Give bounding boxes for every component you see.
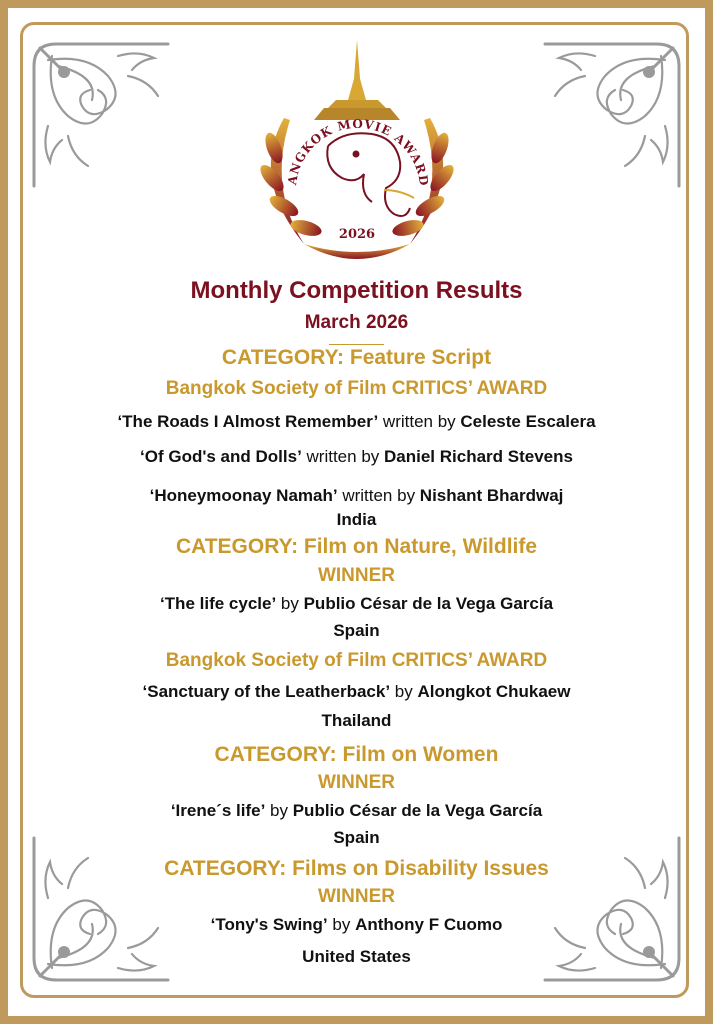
entry-joiner: by [327,915,356,934]
category-heading: CATEGORY: Films on Disability Issues [164,857,549,880]
entry-country: Spain [333,621,380,640]
entry-author: Nishant Bhardwaj [419,486,564,505]
award-heading: Bangkok Society of Film CRITICS’ AWARD [165,650,548,671]
flourish-ornament-icon [28,36,178,196]
entry-line [0,594,713,614]
entry-line [0,486,713,506]
entry-joiner: by [390,682,418,701]
entry-author: Alongkot Chukaew [417,682,571,701]
entry-author: Publio César de la Vega García [292,801,543,820]
entry-title: ‘The Roads I Almost Remember’ [117,412,379,431]
logo-arc-word: ANGKOK [285,123,335,186]
divider [329,344,384,345]
award-heading: WINNER [317,772,396,793]
logo-arc-word: MOVIE [336,116,395,139]
entry-author: Publio César de la Vega García [303,594,554,613]
entry-line [0,801,713,821]
logo-year: 2026 [338,227,376,242]
crown-spire-icon [314,40,400,120]
entry-country: India [336,510,377,529]
flourish-ornament-icon [535,36,685,196]
entry-title: ‘Sanctuary of the Leatherback’ [142,682,391,701]
award-heading: WINNER [317,886,396,907]
entry-joiner: by [265,801,293,820]
entry-joiner: by [276,594,304,613]
entry-title: ‘Of God's and Dolls’ [140,447,302,466]
award-heading: WINNER [317,565,396,586]
bangkok-movie-awards-logo [244,38,470,270]
entry-line [0,412,713,432]
entry-joiner: written by [378,412,461,431]
logo-arc-word: AWARD [391,130,432,188]
entry-title: ‘Irene´s life’ [170,801,266,820]
entry-joiner: written by [337,486,420,505]
entry-country: United States [302,947,411,966]
entry-country: Thailand [321,711,392,730]
category-heading: CATEGORY: Film on Women [214,743,499,766]
entry-author: Anthony F Cuomo [355,915,503,934]
entry-title: ‘Honeymoonay Namah’ [149,486,338,505]
entry-joiner: written by [301,447,384,466]
award-heading: Bangkok Society of Film CRITICS’ AWARD [165,378,548,399]
entry-line [0,682,713,702]
category-heading: CATEGORY: Film on Nature, Wildlife [175,535,538,558]
entry-country: Spain [333,828,380,847]
page-title: Monthly Competition Results [190,277,523,304]
entry-line [0,915,713,935]
entry-line [0,447,713,467]
entry-author: Daniel Richard Stevens [384,447,573,466]
entry-title: ‘The life cycle’ [159,594,277,613]
entry-author: Celeste Escalera [460,412,596,431]
category-heading: CATEGORY: Feature Script [221,346,492,369]
entry-title: ‘Tony's Swing’ [210,915,328,934]
page-subtitle: March 2026 [304,312,409,333]
